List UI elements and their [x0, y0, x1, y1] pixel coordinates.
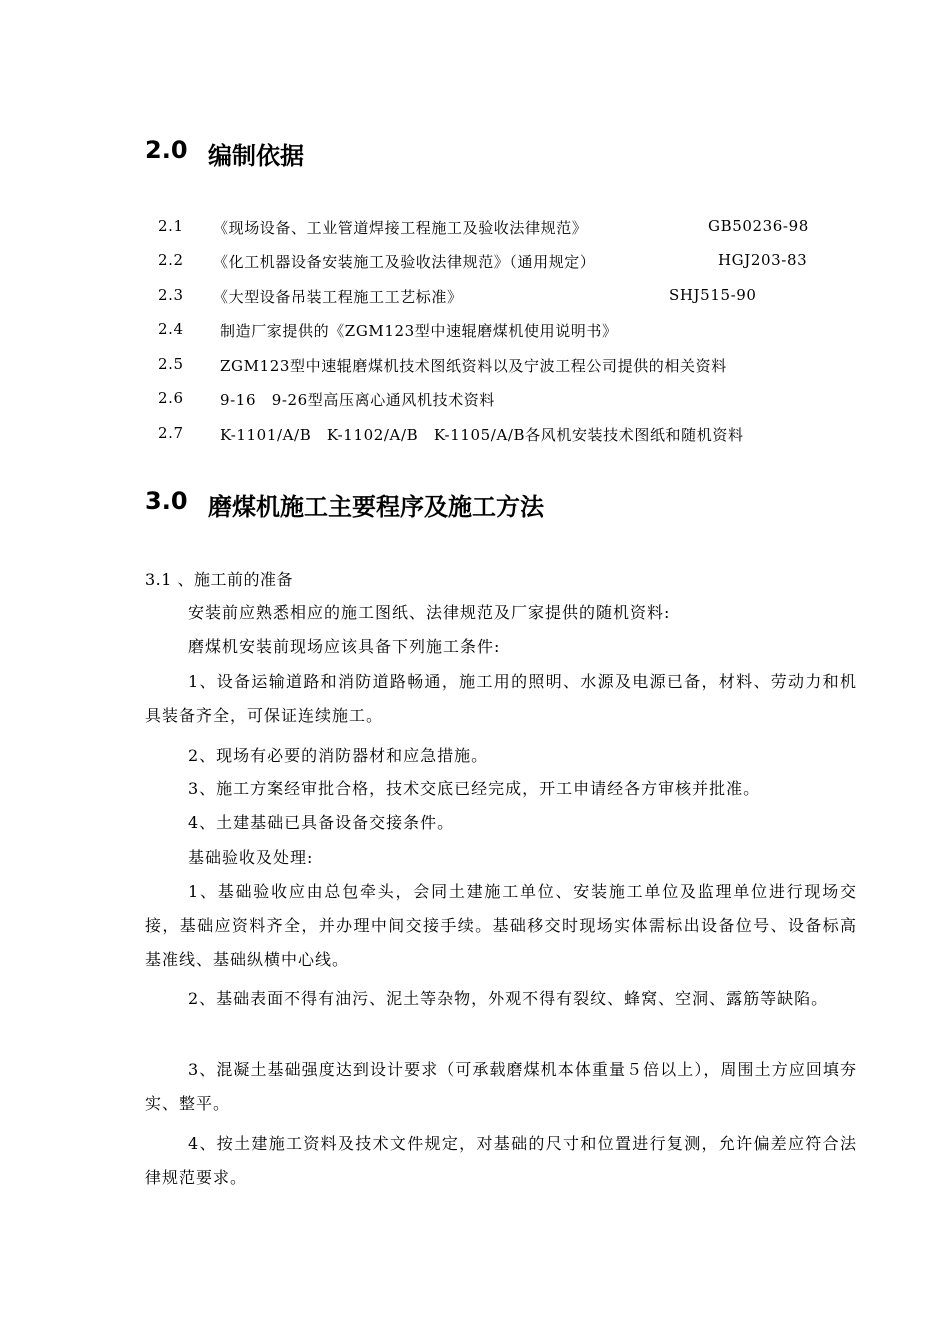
- ref-number: 2.7: [158, 424, 184, 442]
- paragraph: 磨煤机安装前现场应该具备下列施工条件:: [188, 637, 501, 656]
- ref-number: 2.2: [158, 251, 184, 269]
- section-2-number: 2.0: [145, 136, 188, 164]
- ref-number: 2.1: [158, 217, 184, 235]
- section-2-title: 编制依据: [208, 142, 304, 170]
- paragraph: 基础验收及处理:: [188, 848, 314, 867]
- ref-text: 9-16 9-26型高压离心通风机技术资料: [220, 391, 495, 409]
- paragraph: 4、按土建施工资料及技术文件规定，对基础的尺寸和位置进行复测，允许偏差应符合法律规范要求。: [145, 1134, 857, 1187]
- ref-code: HGJ203-83: [718, 251, 808, 269]
- paragraph: 4、土建基础已具备设备交接条件。: [188, 813, 455, 832]
- paragraph: 1、基础验收应由总包牵头，会同土建施工单位、安装施工单位及监理单位进行现场交接，基础应资料齐全，并办理中间交接手续。基础移交时现场实体需标出设备位号、设备标高基准线、基础纵横中心线。: [145, 882, 857, 969]
- ref-number: 2.5: [158, 355, 184, 373]
- ref-number: 2.3: [158, 286, 184, 304]
- paragraph: 3、施工方案经审批合格，技术交底已经完成，开工申请经各方审核并批准。: [188, 779, 761, 798]
- ref-text: 《大型设备吊装工程施工工艺标准》: [213, 288, 463, 306]
- ref-code: SHJ515-90: [669, 286, 757, 304]
- ref-text: 《化工机器设备安装施工及验收法律规范》（通用规定）: [213, 253, 596, 271]
- ref-text: 制造厂家提供的《ZGM123型中速辊磨煤机使用说明书》: [220, 322, 618, 340]
- paragraph: 安装前应熟悉相应的施工图纸、法律规范及厂家提供的随机资料:: [188, 603, 671, 622]
- paragraph: 2、基础表面不得有油污、泥土等杂物，外观不得有裂纹、蜂窝、空洞、露筋等缺陷。: [188, 989, 829, 1008]
- ref-code: GB50236-98: [708, 217, 809, 235]
- paragraph: 1、设备运输道路和消防道路畅通，施工用的照明、水源及电源已备，材料、劳动力和机具装备齐全，可保证连续施工。: [145, 672, 857, 725]
- ref-text: 《现场设备、工业管道焊接工程施工及验收法律规范》: [213, 219, 588, 237]
- ref-text: K-1101/A/B K-1102/A/B K-1105/A/B各风机安装技术图纸和随机资料: [220, 426, 744, 444]
- paragraph: 2、现场有必要的消防器材和应急措施。: [188, 746, 489, 765]
- sub-heading-3-1: 3.1 、施工前的准备: [145, 570, 294, 589]
- ref-number: 2.4: [158, 320, 184, 338]
- ref-number: 2.6: [158, 389, 184, 407]
- ref-text: ZGM123型中速辊磨煤机技术图纸资料以及宁波工程公司提供的相关资料: [220, 357, 727, 375]
- section-3-title: 磨煤机施工主要程序及施工方法: [208, 493, 544, 521]
- paragraph: 3、混凝土基础强度达到设计要求（可承载磨煤机本体重量５倍以上），周围土方应回填夯实、整平。: [145, 1060, 857, 1113]
- section-3-number: 3.0: [145, 487, 188, 515]
